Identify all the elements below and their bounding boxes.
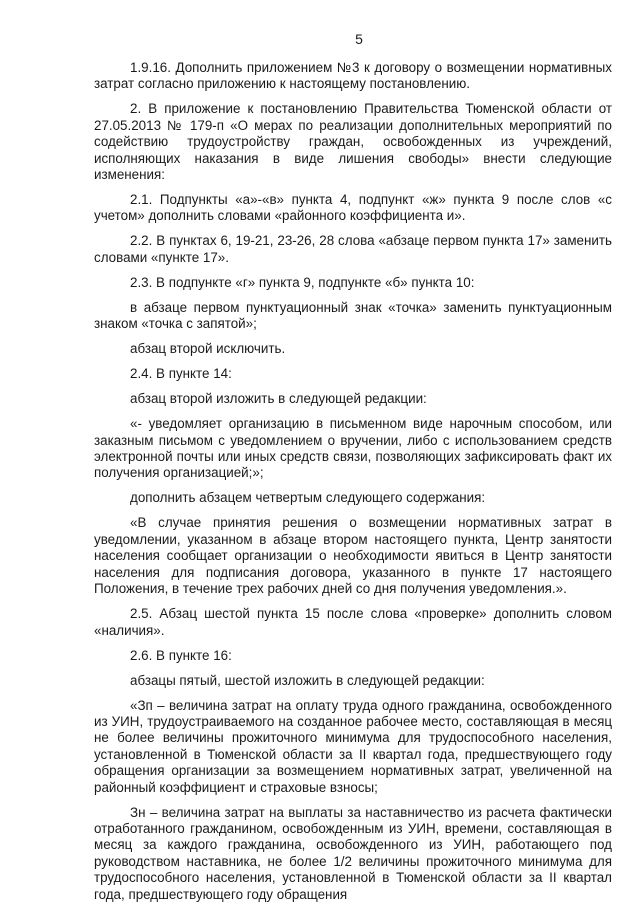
paragraph-2-5: 2.5. Абзац шестой пункта 15 после слова «проверке» дополнить словом «наличия». <box>94 606 612 638</box>
paragraph-2-3-punctuation: в абзаце первом пунктуационный знак «точка» заменить пунктуационным знаком «точка с запятой»; <box>94 299 612 332</box>
paragraph-2-3-exclude: абзац второй исключить. <box>130 341 286 357</box>
paragraph-2-6: 2.6. В пункте 16: <box>130 647 232 663</box>
paragraph-2-4-add-fourth: дополнить абзацем четвертым следующего содержания: <box>130 490 486 506</box>
page-number: 5 <box>355 31 363 47</box>
paragraph-2-amendments-intro: 2. В приложение к постановлению Правительства Тюменской области от 27.05.2013 № 179-п «О мерах по реализации дополнительных мероприятий по содействию трудоустройству граждан, освобожденных из учреждений, исполняющих наказания в виде лишения свободы» внести следующие изменения: <box>94 101 612 183</box>
paragraph-2-6-new-wording: абзацы пятый, шестой изложить в следующей редакции: <box>130 672 485 688</box>
paragraph-2-3: 2.3. В подпункте «г» пункта 9, подпункте «б» пункта 10: <box>130 274 475 290</box>
paragraph-2-2: 2.2. В пунктах 6, 19-21, 23-26, 28 слова «абзаце первом пункта 17» заменить словами «пункте 17». <box>94 233 612 265</box>
paragraph-2-4-quote-notify: «- уведомляет организацию в письменном виде нарочным способом, или заказным письмом с уведомлением о вручении, либо с использованием средств электронной почты или иных средств связи, позволяющих зафиксировать факт их получения организацией;»; <box>94 416 612 481</box>
paragraph-2-4: 2.4. В пункте 14: <box>130 366 232 382</box>
paragraph-2-6-formula-zn: Зн – величина затрат на выплаты за наставничество из расчета фактически отработанного гражданином, освобожденным из УИН, времени, составляющая в месяц за каждого гражданина, освобожденного из УИН, работающего под руководством наставника, не более 1/2 величины прожиточного минимума для трудоспособного населения, установленной в Тюменской области за II квартал года, предшествующего году обращения <box>94 804 612 902</box>
paragraph-2-6-formula-zp: «Зп – величина затрат на оплату труда одного гражданина, освобожденного из УИН, трудоустраиваемого на созданное рабочее место, составляющая в месяц не более величины прожиточного минимума для трудоспособного населения, установленной в Тюменской области за II квартал года, предшествующего году обращения организации за возмещением нормативных затрат, увеличенной на районный коэффициент и страховые взносы; <box>94 697 612 795</box>
paragraph-2-4-quote-decision: «В случае принятия решения о возмещении нормативных затрат в уведомлении, указанном в абзаце втором настоящего пункта, Центр занятости населения сообщает организации о необходимости явиться в Центр занятости населения для подписания договора, указанного в пункте 17 настоящего Положения, в течение трех рабочих дней со дня получения уведомления.». <box>94 515 612 597</box>
paragraph-1-9-16: 1.9.16. Дополнить приложением №3 к договору о возмещении нормативных затрат согласно приложению к настоящему постановлению. <box>94 60 612 92</box>
paragraph-2-1: 2.1. Подпункты «а»-«в» пункта 4, подпункт «ж» пункта 9 после слов «с учетом» дополнить словами «районного коэффициента и». <box>94 192 612 224</box>
paragraph-2-4-new-wording: абзац второй изложить в следующей редакции: <box>130 391 427 407</box>
document-body <box>94 60 612 903</box>
